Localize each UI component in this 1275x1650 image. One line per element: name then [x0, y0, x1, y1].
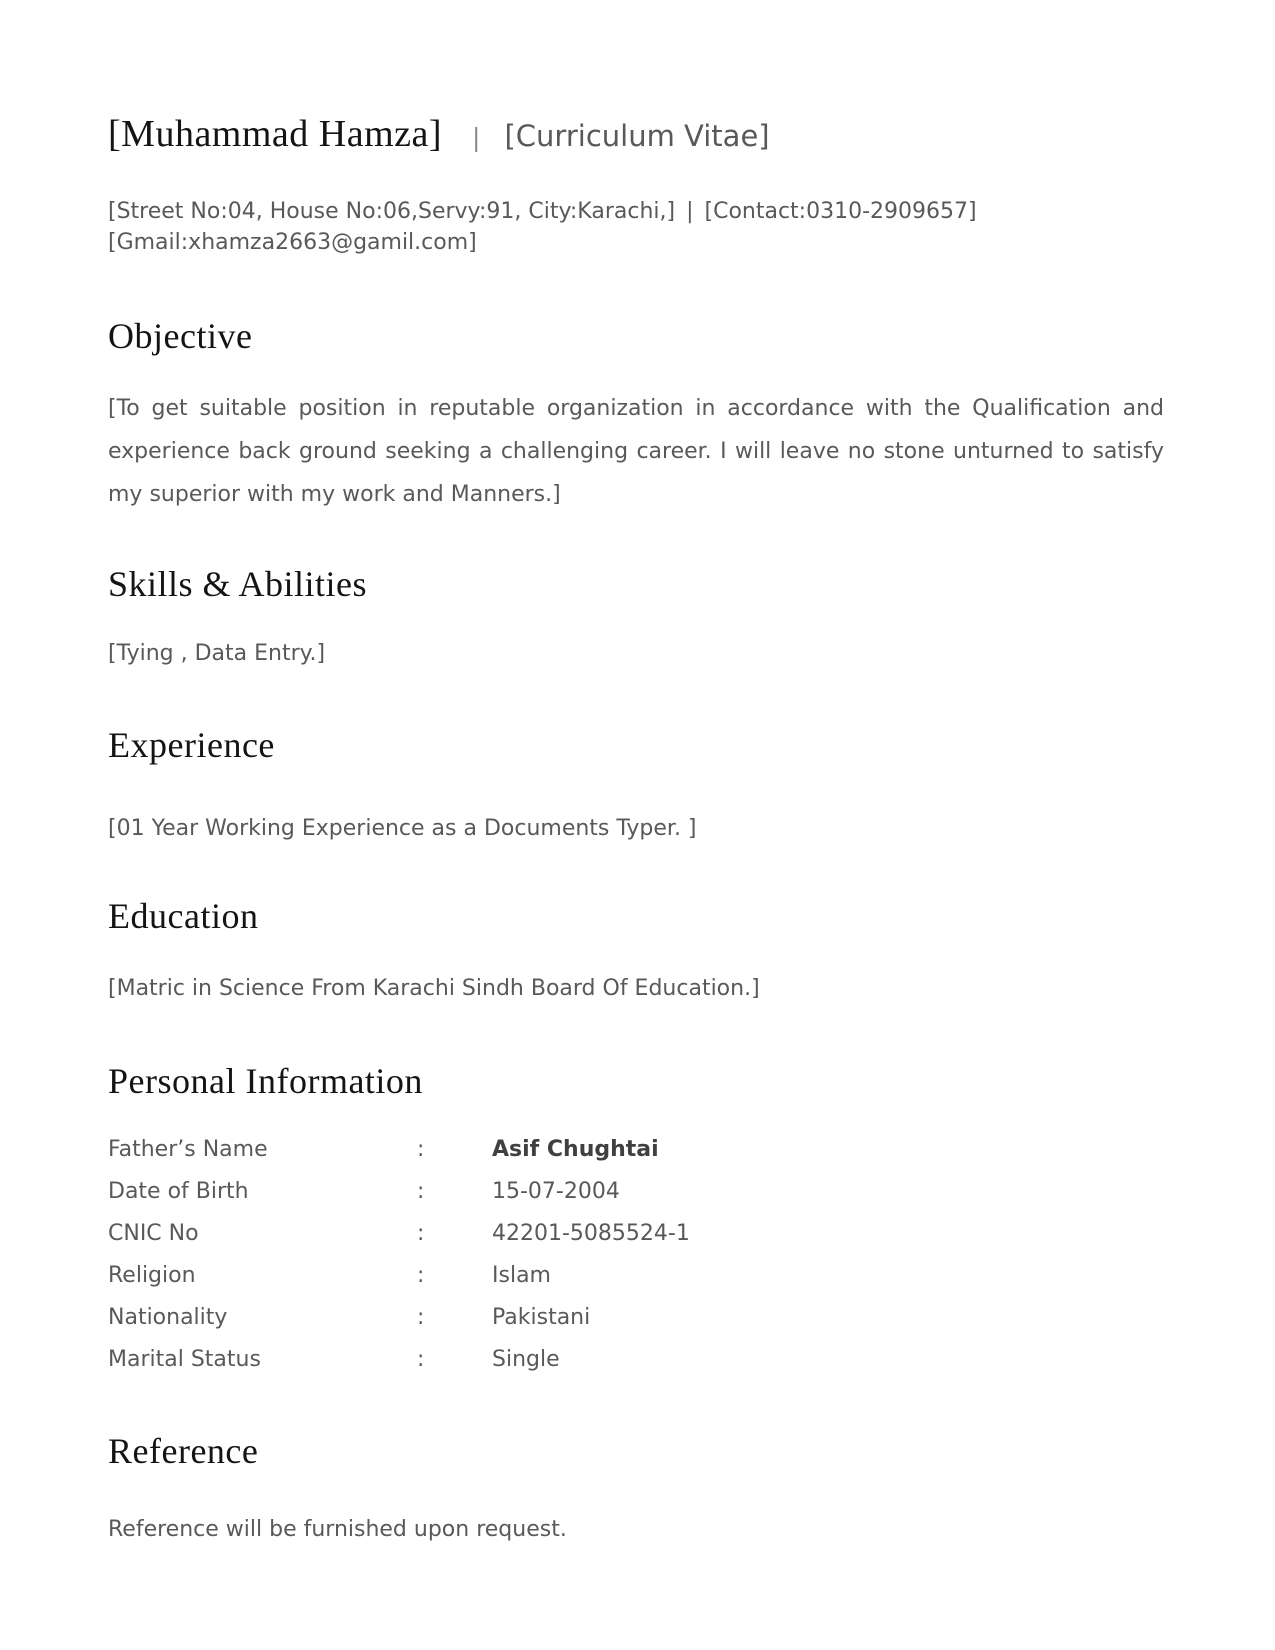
education-text: [Matric in Science From Karachi Sindh Board Of Education.] [108, 976, 760, 1001]
personal-info-colon: : [417, 1137, 425, 1162]
personal-information-heading: Personal Information [108, 1061, 423, 1101]
personal-info-value: 42201-5085524-1 [492, 1221, 690, 1246]
personal-info-row [108, 1129, 1164, 1171]
personal-info-colon: : [417, 1347, 425, 1372]
skills-heading: Skills & Abilities [108, 564, 368, 604]
personal-info-row [108, 1255, 1164, 1297]
personal-info-value: Islam [492, 1263, 551, 1288]
email-text: [Gmail:xhamza2663@gamil.com] [108, 230, 477, 255]
reference-text: Reference will be furnished upon request. [108, 1517, 567, 1542]
reference-heading: Reference [108, 1431, 259, 1471]
personal-info-colon: : [417, 1179, 425, 1204]
personal-info-value: 15-07-2004 [492, 1179, 620, 1204]
education-heading: Education [108, 896, 259, 936]
experience-text: [01 Year Working Experience as a Documents Typer. ] [108, 816, 697, 841]
personal-info-colon: : [417, 1305, 425, 1330]
document-type-title: [Curriculum Vitae] [504, 119, 770, 153]
personal-info-label: Marital Status [108, 1347, 261, 1372]
personal-information-table [108, 1129, 1164, 1381]
header-title-line [108, 112, 1164, 156]
personal-info-value: Single [492, 1347, 560, 1372]
person-name: [Muhammad Hamza] [108, 113, 443, 155]
personal-info-row [108, 1339, 1164, 1381]
personal-info-label: CNIC No [108, 1221, 199, 1246]
personal-info-label: Father’s Name [108, 1137, 268, 1162]
experience-heading: Experience [108, 725, 275, 765]
contact-block [108, 196, 1164, 258]
contact-line-2 [108, 227, 1164, 258]
objective-text: [To get suitable position in reputable organization in accordance with the Qualification and experience back ground seeking a challenging career. I will leave no stone unturned to satisfy my superior with my work and Manners.] [108, 396, 1164, 507]
skills-text: [Tying , Data Entry.] [108, 641, 326, 666]
objective-heading: Objective [108, 316, 253, 356]
address-text: [Street No:04, House No:06,Servy:91, City:Karachi,] [108, 199, 676, 224]
contact-line-1 [108, 196, 1164, 227]
personal-info-row [108, 1213, 1164, 1255]
personal-info-value: Pakistani [492, 1305, 591, 1330]
personal-info-colon: : [417, 1221, 425, 1246]
personal-info-label: Date of Birth [108, 1179, 249, 1204]
personal-info-label: Nationality [108, 1305, 228, 1330]
title-separator: | [472, 123, 481, 152]
personal-info-row [108, 1297, 1164, 1339]
personal-info-value: Asif Chughtai [492, 1137, 659, 1162]
personal-info-label: Religion [108, 1263, 196, 1288]
contact-separator: | [686, 199, 694, 224]
personal-info-row [108, 1171, 1164, 1213]
personal-info-colon: : [417, 1263, 425, 1288]
phone-text: [Contact:0310-2909657] [704, 199, 977, 224]
